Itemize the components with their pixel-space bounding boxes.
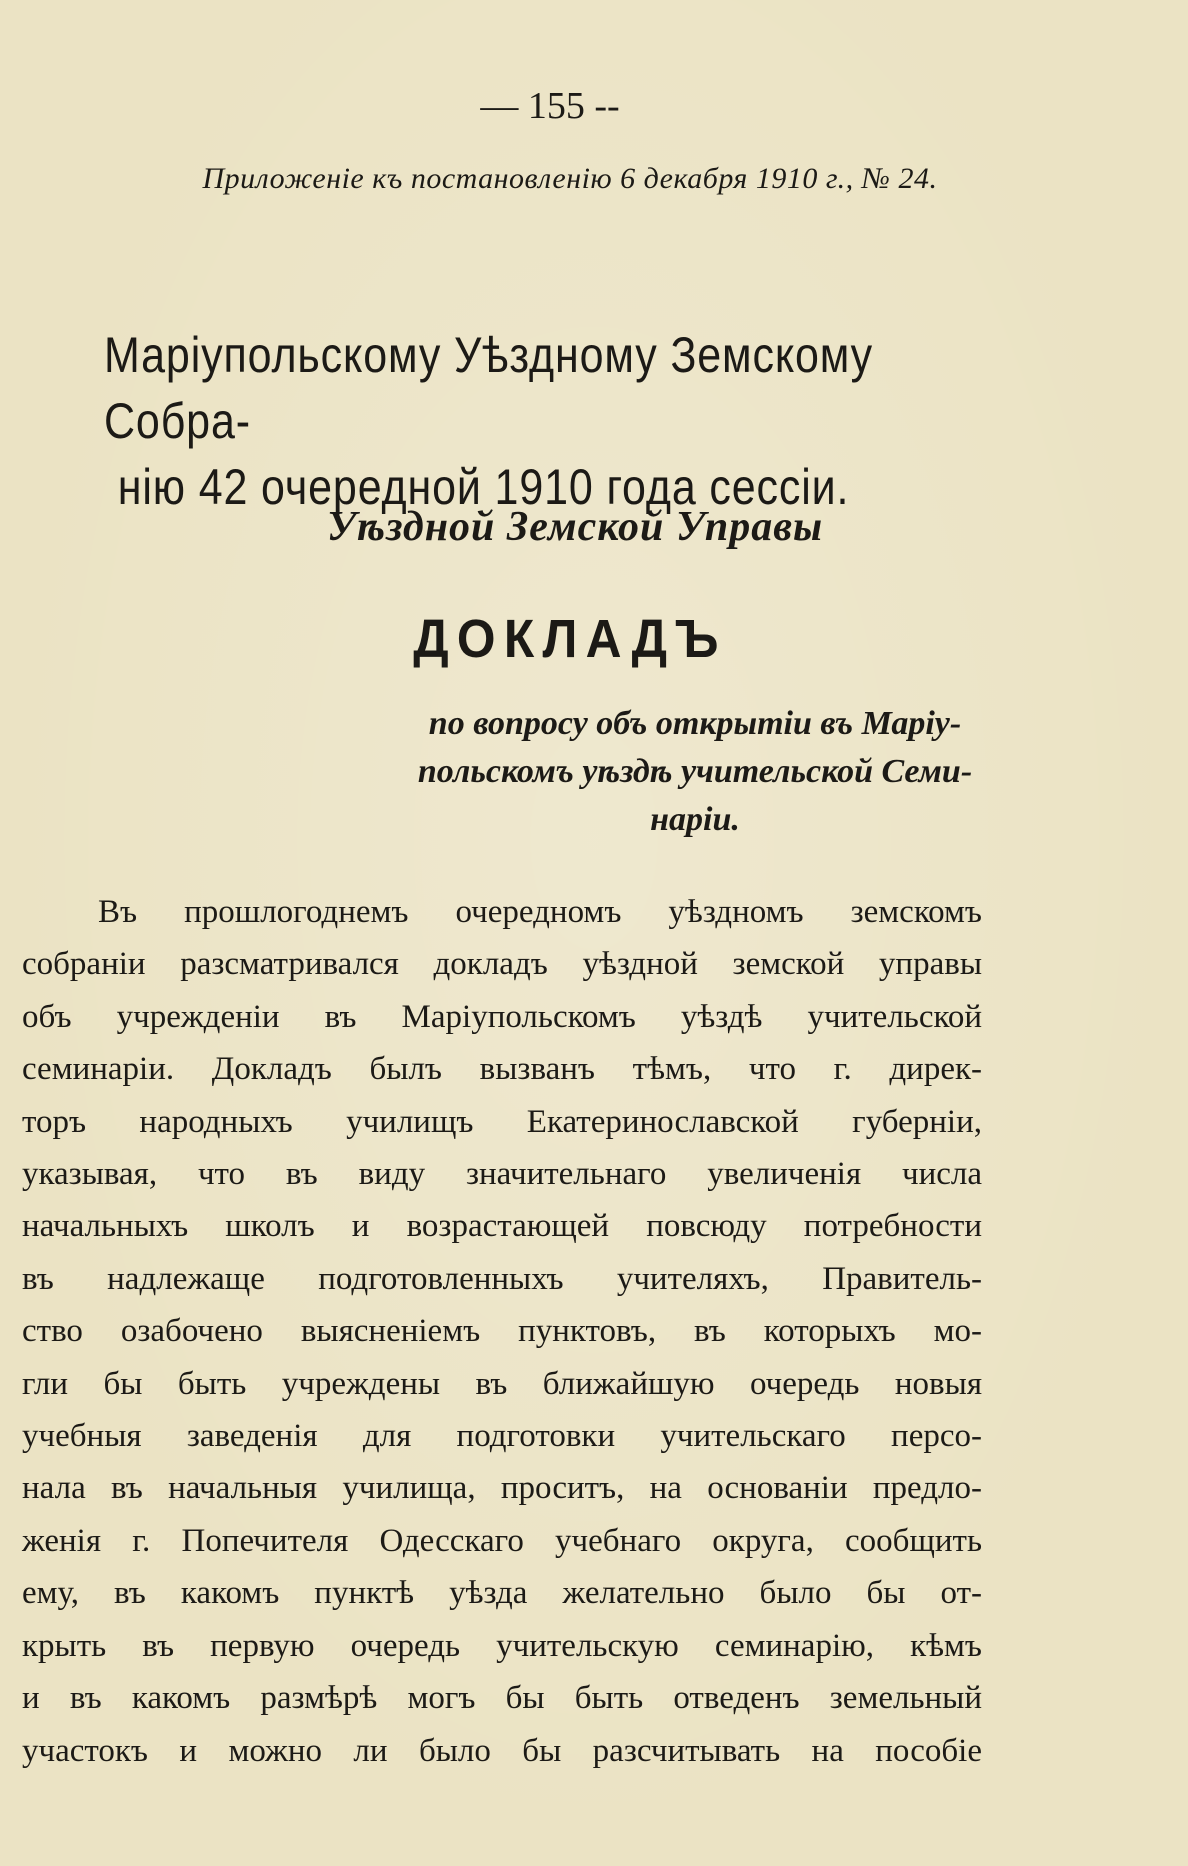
body-paragraph	[22, 886, 982, 1777]
appendix-note: Приложеніе къ постановленію 6 декабря 1910 г., № 24.	[202, 162, 938, 195]
body-line: нала въ начальныя училища, проситъ, на основаніи предло-	[22, 1470, 982, 1507]
body-line: объ учрежденіи въ Маріупольскомъ уѣздѣ учительской	[22, 998, 982, 1035]
document-type-title: ДОКЛАДЪ	[413, 609, 727, 669]
heading-line-1: Маріупольскому Уѣздному Земскому Собра-	[104, 327, 874, 449]
subject-line: наріи.	[650, 801, 740, 838]
body-line: гли бы быть учреждены въ ближайшую очередь новыя	[22, 1365, 982, 1402]
body-line: ему, въ какомъ пунктѣ уѣзда желательно было бы от-	[22, 1575, 982, 1612]
body-line: въ надлежаще подготовленныхъ учителяхъ, Правитель-	[22, 1260, 982, 1297]
body-line: и въ какомъ размѣрѣ могъ бы быть отведенъ земельный	[22, 1680, 982, 1717]
report-subject	[380, 700, 1010, 844]
body-line: собраніи разсматривался докладъ уѣздной земской управы	[22, 946, 982, 983]
body-line: Въ прошлогоднемъ очередномъ уѣздномъ земскомъ	[98, 894, 982, 930]
heading-line-2: нію 42 очередной 1910 года сессіи.	[117, 459, 850, 515]
body-line: указывая, что въ виду значительнаго увеличенія числа	[22, 1156, 982, 1193]
body-line: ство озабочено выясненіемъ пунктовъ, въ которыхъ мо-	[22, 1313, 982, 1350]
document-heading	[104, 322, 878, 520]
body-line: женія г. Попечителя Одесскаго учебнаго округа, сообщить	[22, 1522, 982, 1559]
body-line: крыть въ первую очередь учительскую семинарію, кѣмъ	[22, 1627, 982, 1664]
subject-line: по вопросу объ открытіи въ Маріу-	[428, 705, 962, 742]
body-line: семинаріи. Докладъ былъ вызванъ тѣмъ, что г. дирек-	[22, 1051, 982, 1088]
body-line: учебныя заведенія для подготовки учительскаго персо-	[22, 1418, 982, 1455]
subject-line: польскомъ уѣздѣ учительской Семи-	[417, 753, 973, 790]
body-line: начальныхъ школъ и возрастающей повсюду потребности	[22, 1208, 982, 1245]
page-number: — 155 --	[480, 85, 620, 127]
issuer-title: Уѣздной Земской Управы	[326, 504, 824, 550]
body-line: участокъ и можно ли было бы разсчитывать на пособіе	[22, 1732, 982, 1769]
body-line: торъ народныхъ училищъ Екатеринославской губерніи,	[22, 1103, 982, 1140]
